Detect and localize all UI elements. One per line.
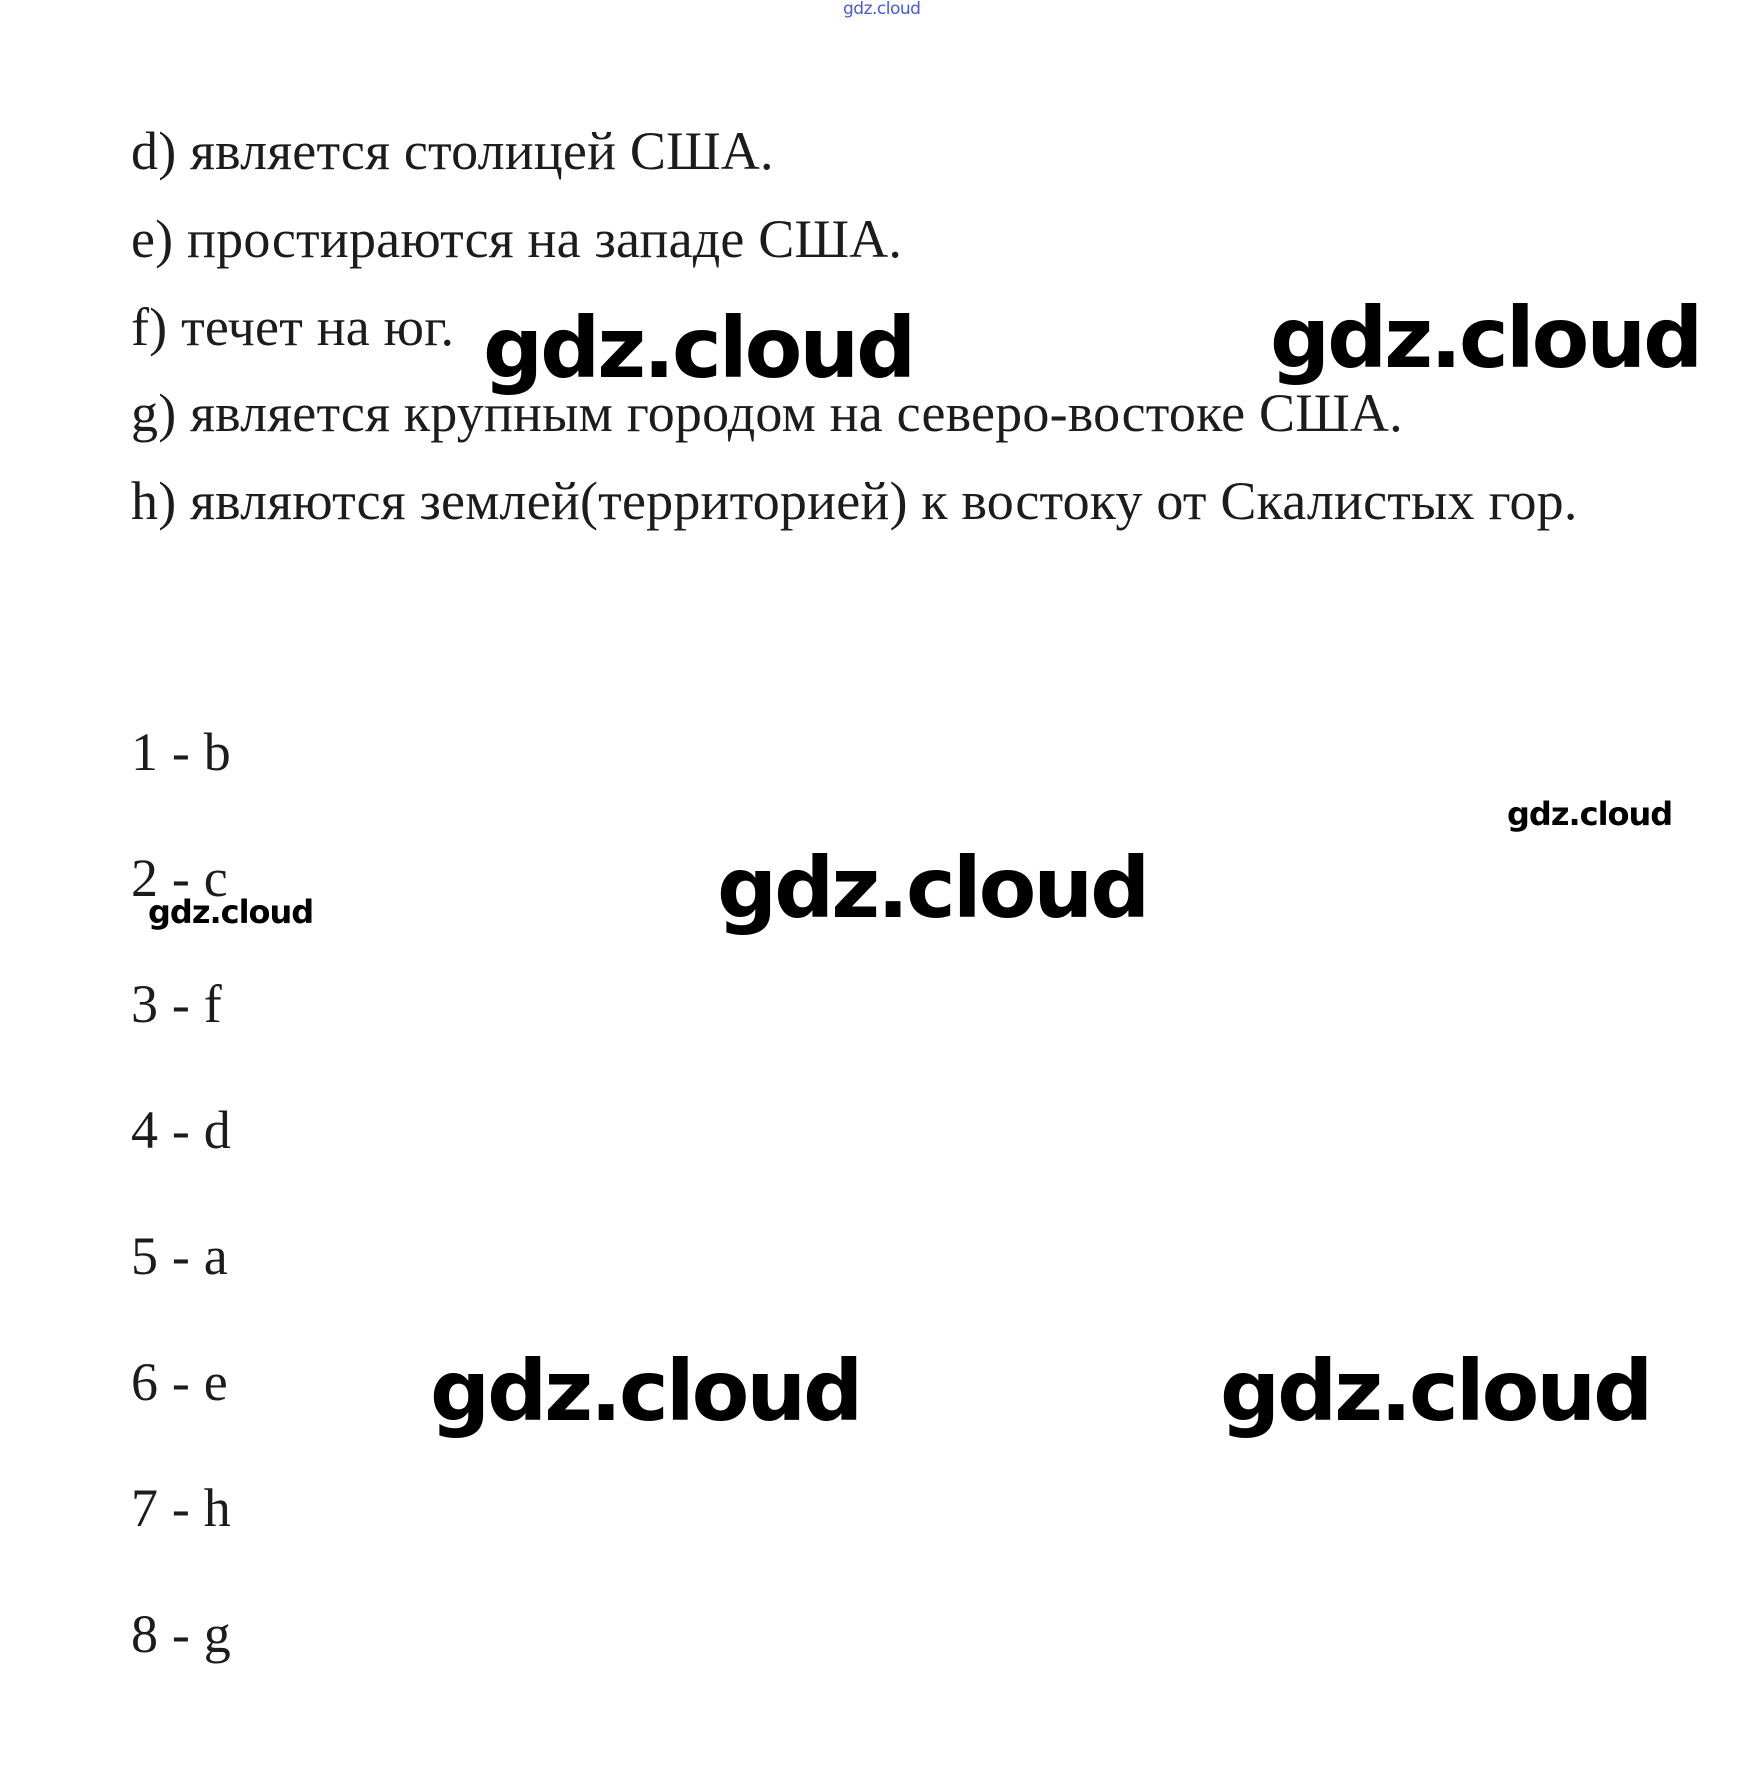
- answer-5: 5 - a: [131, 1226, 228, 1286]
- answer-3: 3 - f: [131, 974, 222, 1034]
- answer-4: 4 - d: [131, 1100, 231, 1160]
- watermark-3: gdz.cloud: [1507, 795, 1673, 833]
- answer-1: 1 - b: [131, 722, 231, 782]
- statement-h: h) являются землей(территорией) к востоку от Скалистых гор.: [131, 471, 1578, 531]
- answer-7: 7 - h: [131, 1478, 231, 1538]
- header-watermark: gdz.cloud: [843, 0, 921, 19]
- watermark-2: gdz.cloud: [1270, 289, 1701, 387]
- answer-6: 6 - e: [131, 1352, 228, 1412]
- watermark-4: gdz.cloud: [717, 839, 1148, 937]
- statement-g: g) является крупным городом на северо-востоке США.: [131, 383, 1403, 443]
- watermark-7: gdz.cloud: [1220, 1342, 1651, 1440]
- answer-2: 2 - c: [131, 848, 228, 908]
- statement-e: e) простираются на западе США.: [131, 209, 903, 269]
- watermark-5: gdz.cloud: [148, 893, 314, 931]
- watermark-1: gdz.cloud: [483, 299, 914, 397]
- statement-d: d) является столицей США.: [131, 121, 774, 181]
- answer-8: 8 - g: [131, 1604, 231, 1664]
- watermark-6: gdz.cloud: [430, 1342, 861, 1440]
- statement-f: f) течет на юг.: [131, 297, 455, 357]
